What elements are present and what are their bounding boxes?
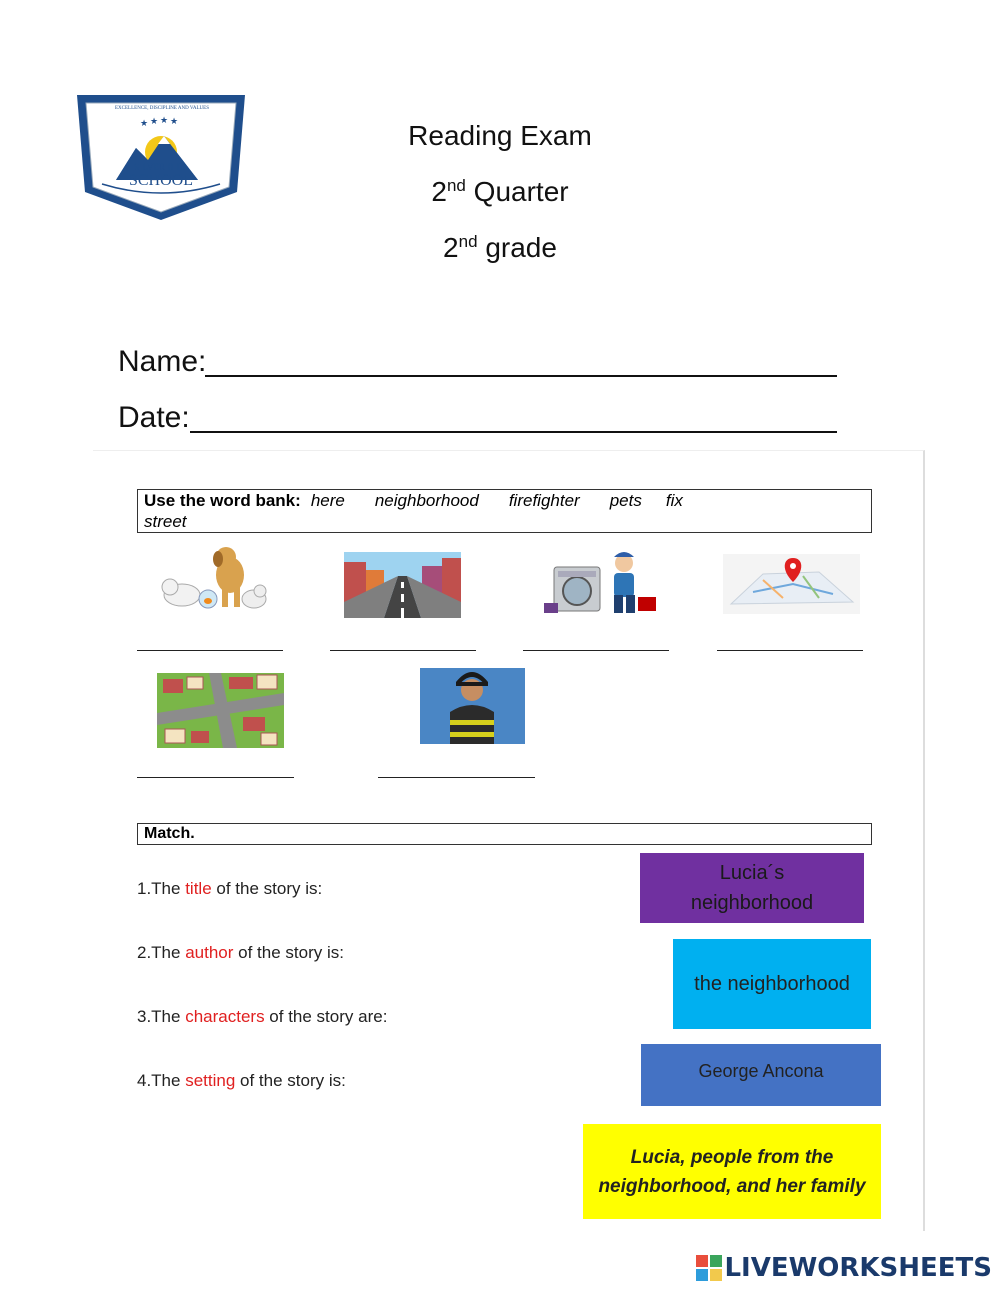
exam-title: Reading Exam: [408, 120, 592, 151]
question-3-keyword: characters: [185, 1007, 265, 1026]
word-neighborhood: neighborhood: [374, 491, 479, 510]
svg-text:★: ★: [140, 118, 149, 128]
answer-blank-3[interactable]: [523, 650, 669, 651]
answer-blank-2[interactable]: [330, 650, 476, 651]
word-bank-label: Use the word bank:: [144, 491, 301, 510]
question-4: [137, 1071, 346, 1091]
liveworksheets-icon: [696, 1255, 722, 1281]
answer-card-characters[interactable]: [583, 1124, 881, 1219]
answer-blank-4[interactable]: [717, 650, 863, 651]
answer-card-characters-text: Lucia, people from the neighborhood, and her family: [598, 1146, 866, 1197]
quarter-suffix: nd: [446, 176, 466, 195]
answer-card-title[interactable]: [640, 853, 864, 923]
word-street: street: [144, 512, 187, 531]
pets-picture: [160, 545, 270, 613]
grade-suffix: nd: [458, 232, 478, 251]
logo-motto: EXCELLENCE, DISCIPLINE AND VALUES: [115, 106, 209, 111]
name-label: Name:: [118, 345, 207, 378]
word-pets: pets: [609, 491, 642, 510]
question-2: [137, 943, 344, 963]
svg-text:★: ★: [170, 116, 179, 126]
answer-card-title-text: Lucia´s neighborhood: [690, 862, 814, 914]
question-4-keyword: setting: [185, 1071, 236, 1090]
svg-text:★: ★: [150, 116, 159, 126]
map-pin-picture: [723, 554, 860, 614]
question-2-keyword: author: [185, 943, 234, 962]
match-header: Match.: [137, 823, 872, 845]
answer-card-setting-text: the neighborhood: [694, 973, 850, 995]
liveworksheets-brand: LIVEWORKSHEETS: [724, 1253, 992, 1283]
quarter-word: Quarter: [473, 176, 569, 207]
liveworksheets-logo: [696, 1253, 992, 1283]
answer-blank-1[interactable]: [137, 650, 283, 651]
answer-card-setting[interactable]: [673, 939, 871, 1029]
question-1-prefix: 1.The: [137, 879, 186, 898]
question-2-suffix: of the story is:: [233, 943, 344, 962]
question-3-suffix: of the story are:: [264, 1007, 388, 1026]
question-3: [137, 1007, 387, 1027]
question-4-prefix: 4.The: [137, 1071, 186, 1090]
date-label: Date:: [118, 401, 190, 434]
neighborhood-picture: [157, 673, 284, 748]
word-firefighter: firefighter: [508, 491, 580, 510]
grade-word: grade: [485, 232, 557, 263]
svg-text:★: ★: [160, 115, 169, 125]
answer-blank-6[interactable]: [378, 777, 535, 778]
repairman-picture: [540, 547, 662, 617]
answer-card-author[interactable]: [641, 1044, 881, 1106]
logo-name-bottom: SCHOOL: [128, 172, 193, 189]
grade-number: 2: [443, 232, 459, 263]
word-bank: [137, 489, 872, 533]
exam-quarter: [0, 176, 1000, 208]
question-1-keyword: title: [185, 879, 212, 898]
name-field[interactable]: [205, 375, 837, 377]
word-here: here: [310, 491, 345, 510]
question-2-prefix: 2.The: [137, 943, 186, 962]
street-picture: [344, 552, 461, 618]
question-3-prefix: 3.The: [137, 1007, 186, 1026]
exam-grade: [0, 232, 1000, 264]
firefighter-picture: [420, 668, 525, 744]
word-fix: fix: [665, 491, 683, 510]
answer-blank-5[interactable]: [137, 777, 294, 778]
answer-card-author-text: George Ancona: [698, 1061, 824, 1081]
date-field[interactable]: [190, 431, 837, 433]
question-1-suffix: of the story is:: [211, 879, 323, 898]
question-1: [137, 879, 322, 899]
logo-name-top: SILVER HILL: [134, 162, 188, 172]
question-4-suffix: of the story is:: [235, 1071, 346, 1090]
quarter-number: 2: [431, 176, 447, 207]
